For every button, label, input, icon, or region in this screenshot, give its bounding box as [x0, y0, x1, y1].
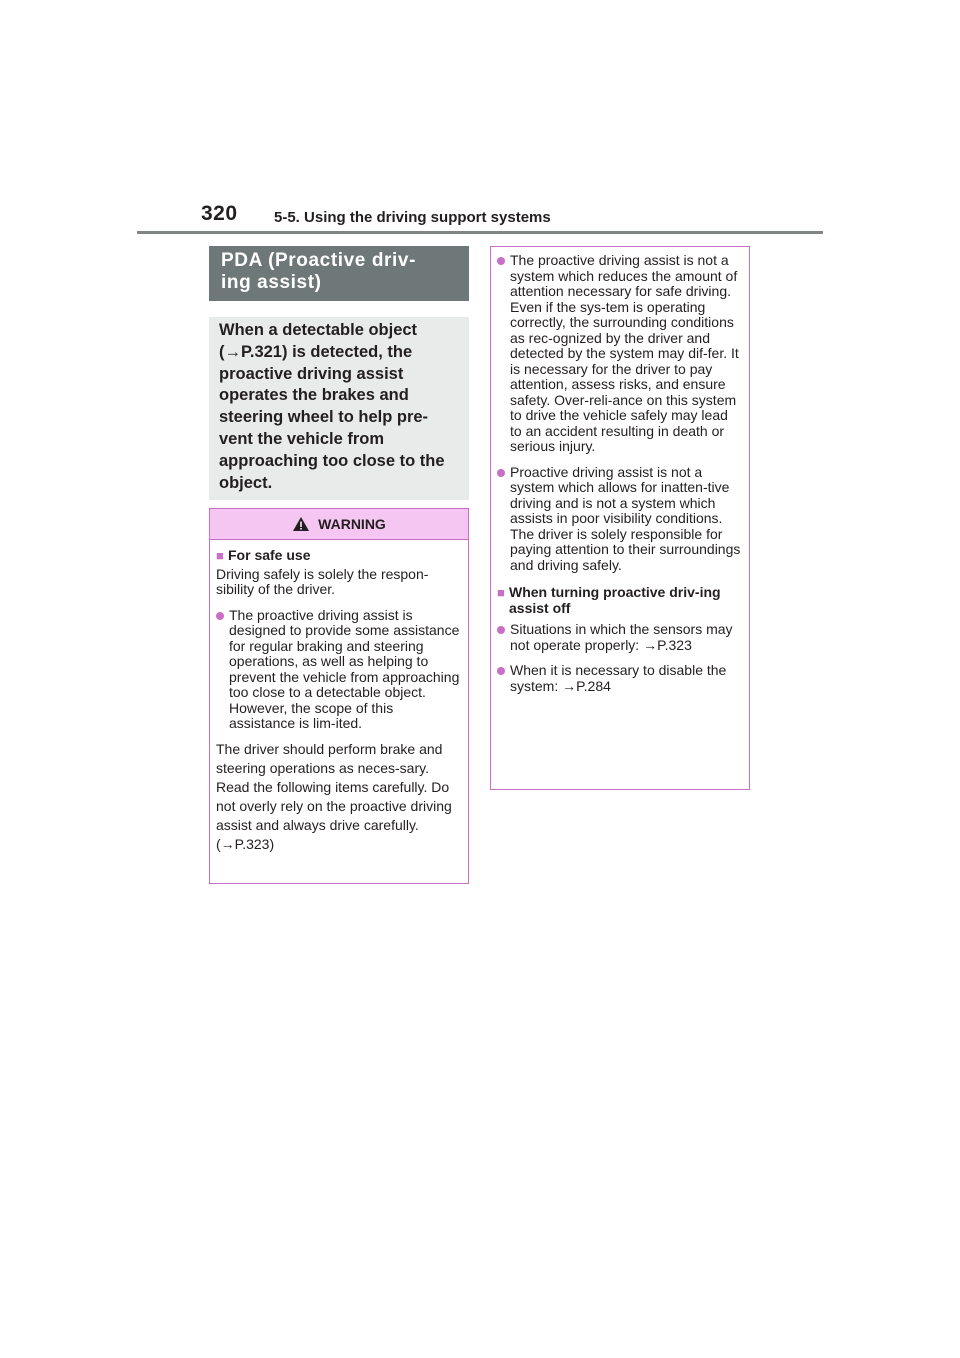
warning-bullet: [216, 608, 462, 732]
section-title-line-2: ing assist): [221, 272, 322, 293]
list-item: [497, 465, 743, 574]
warning-lead: Driving safely is solely the respon-sibility of the driver.: [216, 565, 429, 597]
section-header: 5-5. Using the driving support systems: [274, 209, 551, 226]
list-item-text: When it is necessary to disable the system: →P.284: [510, 662, 727, 694]
circle-bullet-icon: [497, 257, 505, 265]
subheading-text: When turning proactive driv-ing assist off: [509, 584, 721, 616]
circle-bullet-icon: [216, 612, 224, 620]
square-bullet-icon: ■: [216, 548, 224, 563]
list-item-text: Situations in which the sensors may not operate properly: →P.323: [510, 621, 733, 653]
circle-bullet-icon: [497, 667, 505, 675]
warning-subheading: [216, 548, 462, 564]
warning-bullet-text: The proactive driving assist is designed to provide some assistance for regular braking and steering operations, as well as helping to prevent the vehicle from approaching too close to a detectable object. However, the scope of this assistance is lim-ited.: [229, 606, 460, 731]
circle-bullet-icon: [497, 626, 505, 634]
section-title-line-1: PDA (Proactive driv-: [221, 250, 417, 271]
page-number: 320: [201, 202, 238, 225]
warning-continued-box: [490, 246, 750, 790]
intro-text: When a detectable object (→P.321) is detected, the proactive driving assist operates the brakes and steering wheel to help pre-vent the vehicle from approaching too close to the object.: [209, 317, 469, 500]
warning-triangle-icon: [292, 516, 310, 532]
list-item-text: The proactive driving assist is not a system which reduces the amount of attention necessary for safe driving. Even if the sys-tem is operating correctly, the surrounding conditions as rec-ognized by the driver and detected by the system may dif-fer. It is necessary for the driver to pay attention, assess risks, and ensure safety. Over-reli-ance on this system to drive the vehicle safely may lead to an accident resulting in death or serious injury.: [510, 252, 739, 454]
warning-header: [210, 509, 468, 540]
circle-bullet-icon: [497, 469, 505, 477]
warning-subheading-text: For safe use: [228, 547, 311, 563]
list-item: [497, 622, 743, 653]
list-item-text: Proactive driving assist is not a system which allows for inatten-tive driving and is not a system which assists in poor visibility conditions. The driver is solely responsible for paying attention to their surroundings and driving safely.: [510, 463, 741, 573]
list-item: [497, 253, 743, 455]
warning-label: WARNING: [318, 516, 386, 532]
subheading-turning-off: [497, 585, 743, 616]
header-divider: [137, 231, 823, 234]
square-bullet-icon: ■: [497, 585, 505, 600]
list-item: [497, 663, 743, 694]
section-title: [209, 246, 469, 301]
warning-closing: The driver should perform brake and steering operations as neces-sary. Read the following items carefully. Do not overly rely on the proactive driving assist and always drive carefully. (→P.323): [216, 740, 452, 852]
warning-box: [209, 508, 469, 884]
